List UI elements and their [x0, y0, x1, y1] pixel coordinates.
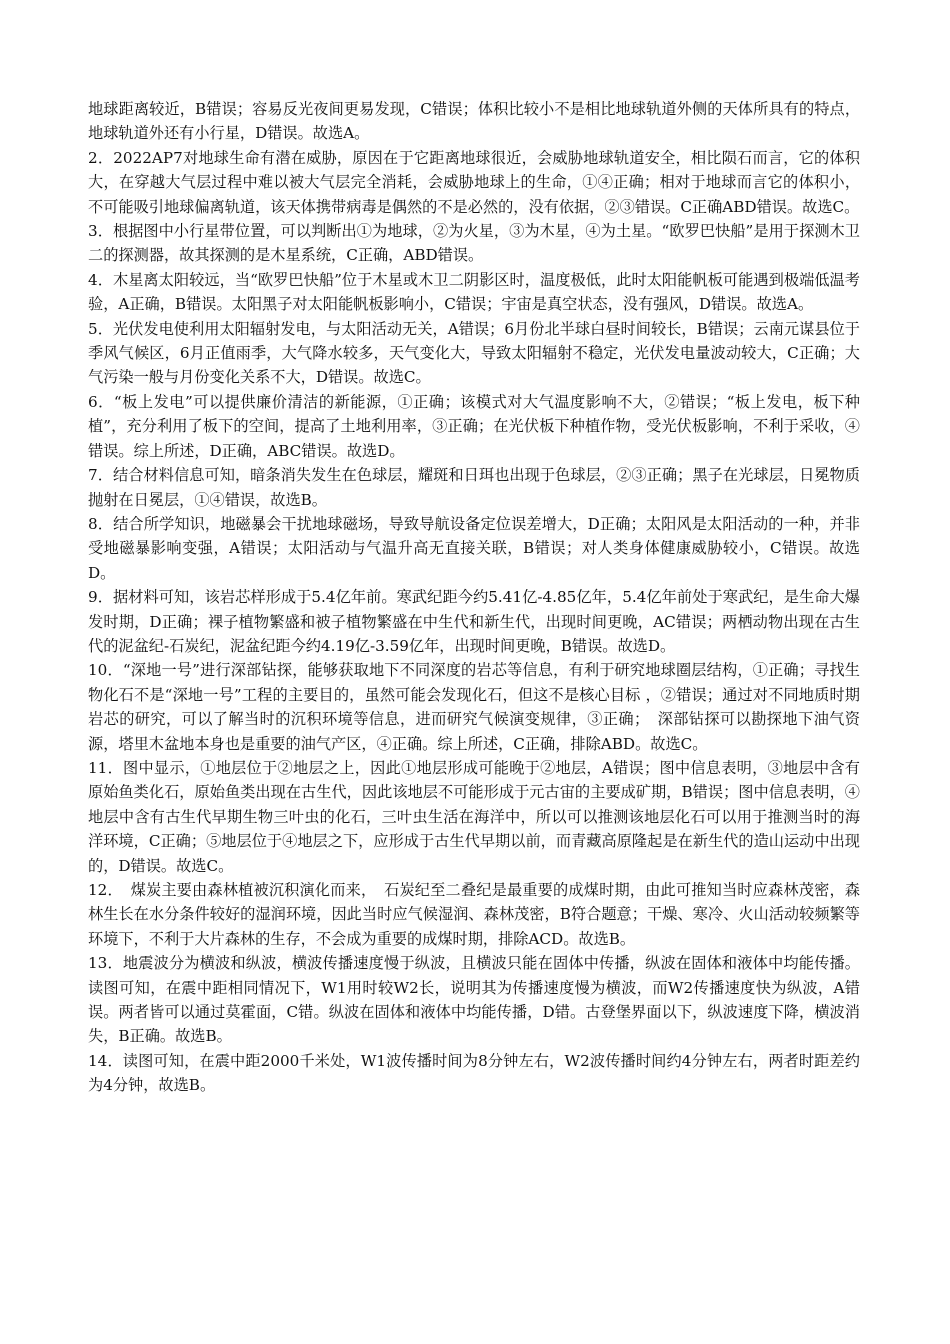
answer-12: 12． 煤炭主要由森林植被沉积演化而来， 石炭纪至二叠纪是最重要的成煤时期，由此可推知当时应森林茂密，森林生长在水分条件较好的湿润环境，因此当时应气候湿润、森林茂密，B符合题意；干燥、寒冷、火山活动较频繁等环境下，不利于大片森林的生存，不会成为重要的成煤时期，排除ACD。故选B。	[88, 881, 860, 948]
answer-5: 5．光伏发电使利用太阳辐射发电，与太阳活动无关，A错误；6月份北半球白昼时间较长，B错误；云南元谋县位于季风气候区，6月正值雨季，大气降水较多，天气变化大，导致太阳辐射不稳定，光伏发电量波动较大，C正确；大气污染一般与月份变化关系不大，D错误。故选C。	[88, 319, 860, 387]
paragraph-continued: 地球距离较近，B错误；容易反光夜间更易发现，C错误；体积比较小不是相比地球轨道外侧的天体所具有的特点，地球轨道外还有小行星，D错误。故选A。	[88, 100, 860, 143]
answer-10: 10．“深地一号”进行深部钻探，能够获取地下不同深度的岩芯等信息，有利于研究地球圈层结构，①正确；寻找生物化石不是“深地一号”工程的主要目的，虽然可能会发现化石，但这不是核心目标 ，②错误；通过对不同地质时期岩芯的研究，可以了解当时的沉积环境等信息，进而研究气候演变规律，③正确； 深部钻探可以勘探地下油气资源，塔里木盆地本身也是重要的油气产区，④正确。综上所述，C正确，排除ABD。故选C。	[88, 661, 860, 753]
answer-2: 2．2022AP7对地球生命有潜在威胁，原因在于它距离地球很近，会威胁地球轨道安全，相比陨石而言，它的体积大，在穿越大气层过程中难以被大气层完全消耗，会威胁地球上的生命，①④正确；相对于地球而言它的体积小，不可能吸引地球偏离轨道，该天体携带病毒是偶然的不是必然的，没有依据，②③错误。C正确ABD错误。故选C。	[88, 148, 860, 216]
answer-document	[88, 97, 860, 1098]
answer-14: 14．读图可知，在震中距2000千米处，W1波传播时间为8分钟左右，W2波传播时间约4分钟左右，两者时距差约为4分钟，故选B。	[88, 1051, 860, 1095]
answer-4: 4．木星离太阳较远，当“欧罗巴快船”位于木星或木卫二阴影区时，温度极低，此时太阳能帆板可能遇到极端低温考验，A正确，B错误。太阳黑子对太阳能帆板影响小，C错误；宇宙是真空状态，没有强风，D错误。故选A。	[88, 270, 860, 314]
answer-9: 9．据材料可知，该岩芯样形成于5.4亿年前。寒武纪距今约5.41亿-4.85亿年，5.4亿年前处于寒武纪，是生命大爆发时期，D正确；裸子植物繁盛和被子植物繁盛在中生代和新生代，出现时间更晚，AC错误；两栖动物出现在古生代的泥盆纪-石炭纪，泥盆纪距今约4.19亿-3.59亿年，出现时间更晚，B错误。故选D。	[88, 588, 860, 655]
answer-13: 13．地震波分为横波和纵波，横波传播速度慢于纵波，且横波只能在固体中传播，纵波在固体和液体中均能传播。读图可知，在震中距相同情况下，W1用时较W2长，说明其为传播速度慢为横波，而W2传播速度快为纵波，A错误。两者皆可以通过莫霍面，C错。纵波在固体和液体中均能传播，D错。古登堡界面以下，纵波速度下降，横波消失，B正确。故选B。	[88, 954, 860, 1046]
answer-6: 6．“板上发电”可以提供廉价清洁的新能源，①正确；该模式对大气温度影响不大，②错误；“板上发电，板下种植”，充分利用了板下的空间，提高了土地利用率，③正确；在光伏板下种植作物，受光伏板影响，不利于采收，④错误。综上所述，D正确，ABC错误。故选D。	[88, 392, 860, 460]
answer-8: 8．结合所学知识，地磁暴会干扰地球磁场，导致导航设备定位误差增大，D正确；太阳风是太阳活动的一种，并非受地磁暴影响变强，A错误；太阳活动与气温升高无直接关联，B错误；对人类身体健康威胁较小，C错误。故选D。	[88, 514, 860, 582]
answer-11: 11．图中显示，①地层位于②地层之上，因此①地层形成可能晚于②地层，A错误；图中信息表明，③地层中含有原始鱼类化石，原始鱼类出现在古生代，因此该地层不可能形成于元古宙的主要成矿期，B错误；图中信息表明，④地层中含有古生代早期生物三叶虫的化石，三叶虫生活在海洋中，所以可以推测该地层化石可以用于推测当时的海洋环境，C正确；⑤地层位于④地层之下，应形成于古生代早期以前，而青藏高原隆起是在新生代的造山运动中出现的，D错误。故选C。	[88, 758, 860, 875]
answer-7: 7．结合材料信息可知，暗条消失发生在色球层，耀斑和日珥也出现于色球层，②③正确；黑子在光球层，日冕物质抛射在日冕层，①④错误，故选B。	[88, 466, 860, 509]
answer-3: 3．根据图中小行星带位置，可以判断出①为地球，②为火星，③为木星，④为土星。“欧罗巴快船”是用于探测木卫二的探测器，故其探测的是木星系统，C正确，ABD错误。	[88, 222, 860, 265]
